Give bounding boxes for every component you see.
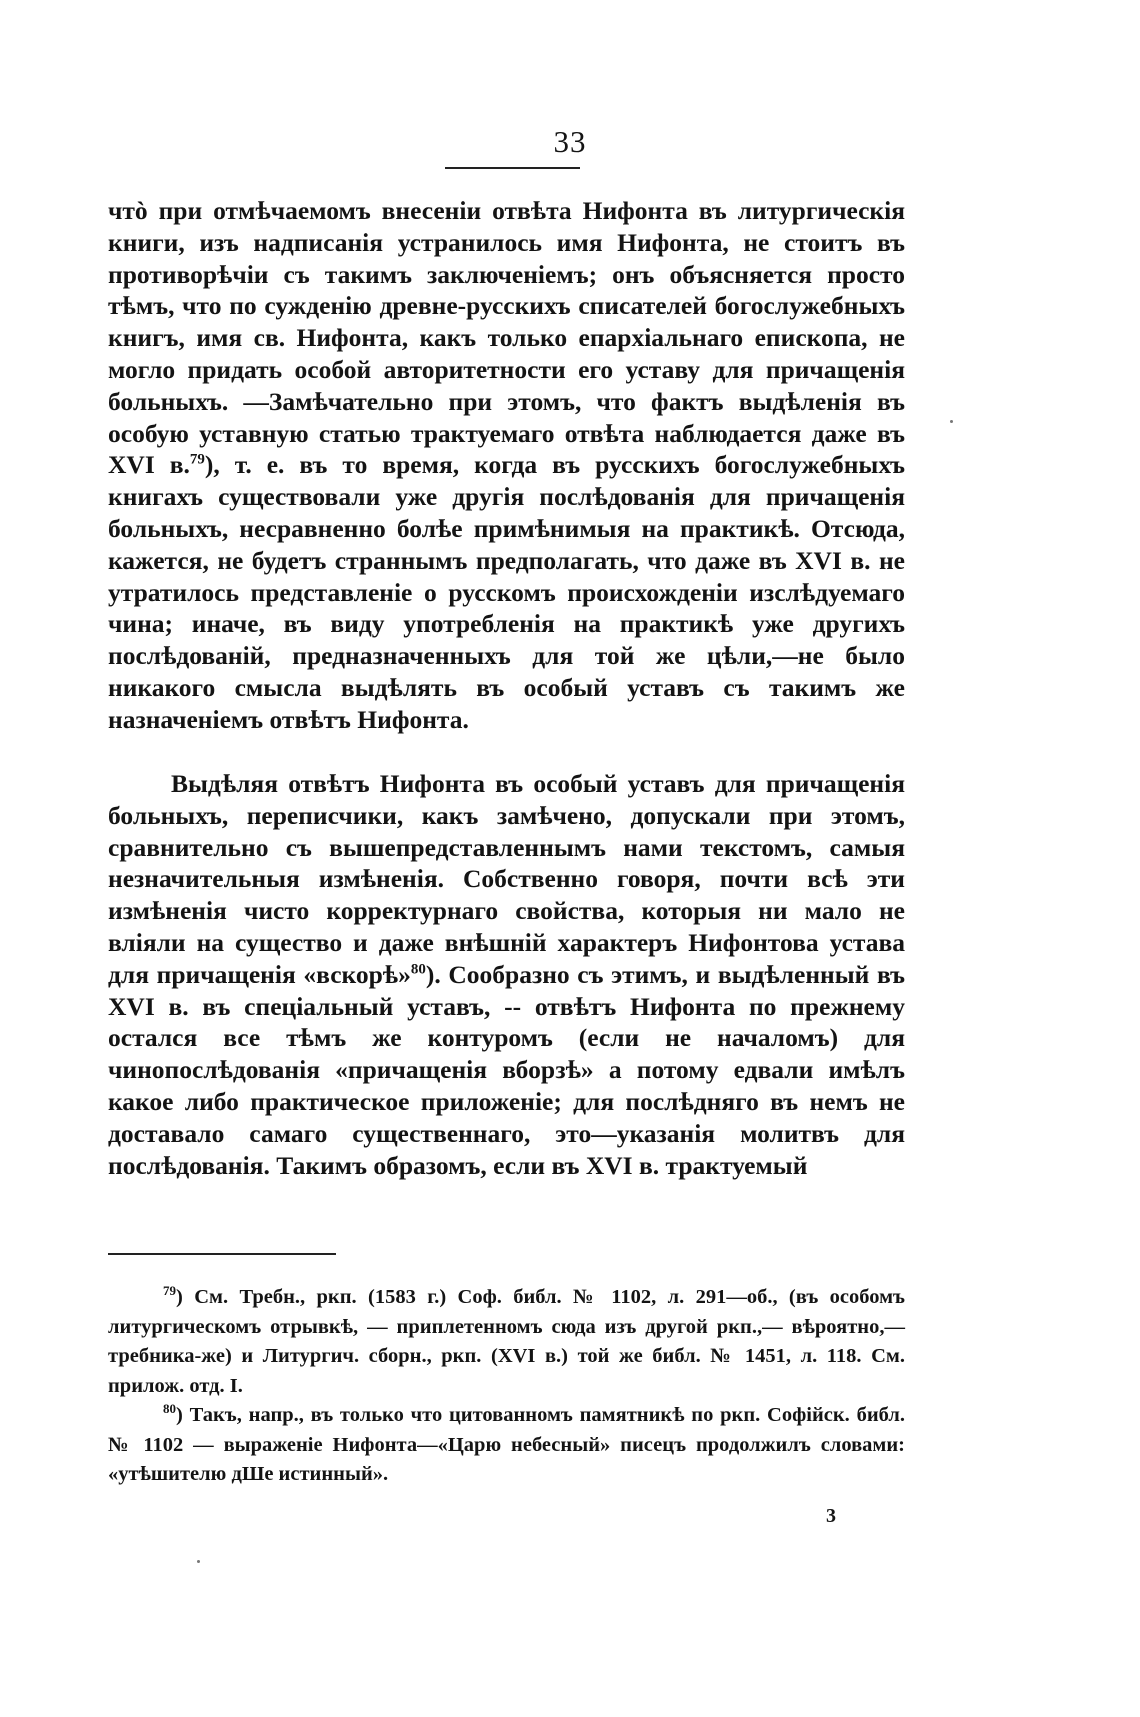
footnote-79-text: ) См. Требн., ркп. (1583 г.) Соф. библ. № 1102, л. 291—об., (въ особомъ литургическомъ отрывкѣ, — приплетенномъ сюда изъ другой ркп.,— вѣроятно,—требника-же) и Литургич. сборн., ркп. (XVI в.) той же библ. № 1451, л. 118. См. прилож. отд. I.	[108, 1286, 905, 1397]
footnote-79	[108, 1283, 905, 1401]
footnotes	[108, 1283, 905, 1490]
footnote-reference-80[interactable]: 80	[410, 961, 426, 978]
paragraph-2-text-part-1: Выдѣляя отвѣтъ Нифонта въ особый уставъ для причащенія больныхъ, переписчики, какъ замѣчено, допускали при этомъ, сравнительно съ вышепредставленнымъ нами текстомъ, самыя незначительныя измѣненія. Собственно говоря, почти всѣ эти измѣненія чисто корректурнаго свойства, которыя ни мало не вліяли на существо и даже внѣшній характеръ Нифонтова устава для причащенія «вскорѣ»	[108, 769, 905, 989]
footnote-divider	[108, 1253, 336, 1255]
scan-speck	[197, 1560, 200, 1563]
page-number-underline	[445, 167, 580, 169]
paragraph-2-text-part-2: ). Сообразно съ этимъ, и выдѣленный въ XVI в. въ спеціальный уставъ, -- отвѣтъ Нифонта по прежнему остался все тѣмъ же контуромъ (если не началомъ) для чинопослѣдованія «причащенія вборзѣ» а потому едвали имѣлъ какое либо практическое приложеніе; для послѣдняго въ немъ не доставало самаго существеннаго, это—указанія молитвъ для послѣдованія. Такимъ образомъ, если въ XVI в. трактуемый	[108, 959, 905, 1180]
footnote-reference-79[interactable]: 79	[189, 451, 205, 468]
footnote-80	[108, 1401, 905, 1490]
paragraph-1-text-part-2: ), т. е. въ то время, когда въ русскихъ богослужебныхъ книгахъ существовали уже другія послѣдованія для причащенія больныхъ, несравненно болѣе примѣнимыя на практикѣ. Отсюда, кажется, не будетъ страннымъ предполагать, что даже въ XVI в. не утратилось представленіе о русскомъ происхожденіи изслѣдуемаго чина; иначе, въ виду употребленія на практикѣ уже другихъ послѣдованій, предназначенныхъ для той же цѣли,—не было никакого смысла выдѣлять въ особый уставъ съ такимъ же назначеніемъ отвѣтъ Нифонта.	[108, 450, 905, 734]
footnote-80-text: ) Такъ, напр., въ только что цитованномъ памятникѣ по ркп. Софійск. библ. № 1102 — выраженіе Нифонта—«Царю небесный» писецъ продолжилъ словами: «утѣшителю дШе истинный».	[108, 1404, 905, 1485]
scan-speck	[950, 420, 953, 423]
paragraph-1-text-part-1: чтò при отмѣчаемомъ внесеніи отвѣта Нифонта въ литургическія книги, изъ надписанія устранилось имя Нифонта, не стоитъ въ противорѣчіи съ такимъ заключеніемъ; онъ объясняется просто тѣмъ, что по сужденію древне-русскихъ списателей богослужебныхъ книгъ, имя св. Нифонта, какъ только епархіальнаго епископа, не могло придать особой авторитетности его уставу для причащенія больныхъ. —Замѣчательно при этомъ, что фактъ выдѣленія въ особую уставную статью трактуемаго отвѣта наблюдается даже въ XVI в.	[108, 196, 905, 480]
footnote-80-marker: 80	[163, 1401, 176, 1417]
footnote-79-marker: 79	[163, 1283, 176, 1299]
signature-mark: 3	[826, 1505, 836, 1527]
paragraph-2	[108, 768, 905, 1181]
paragraph-1	[108, 195, 905, 736]
page-number: 33	[553, 124, 587, 159]
